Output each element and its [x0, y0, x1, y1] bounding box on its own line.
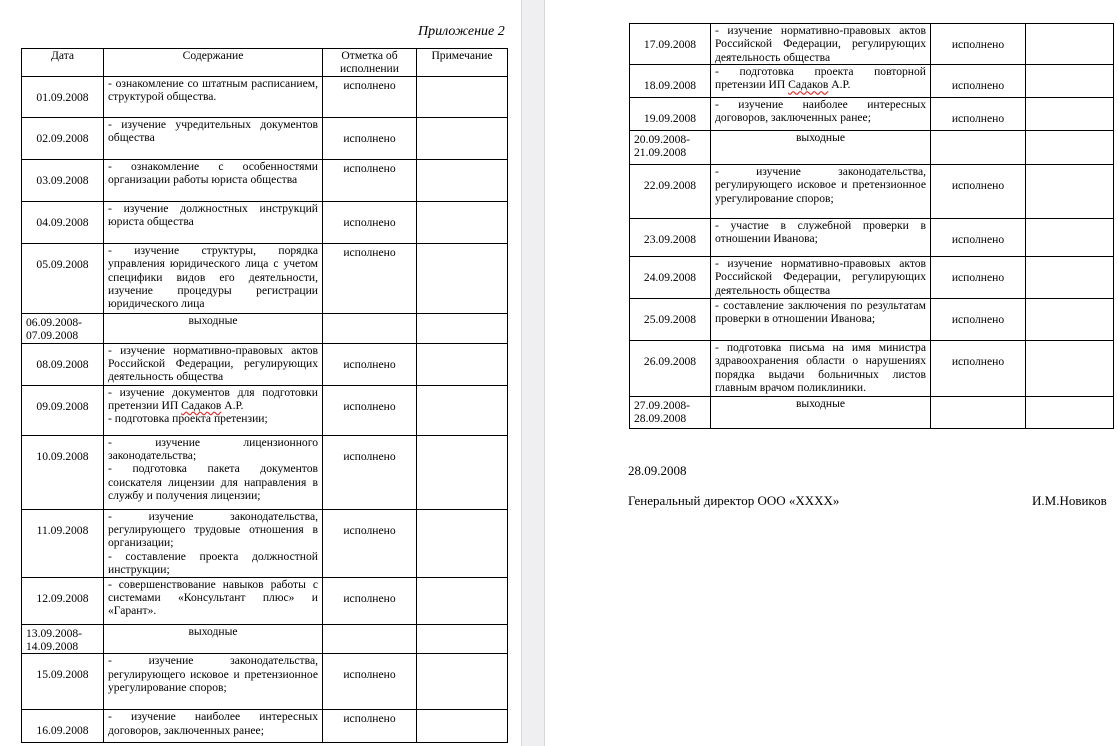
note-cell	[417, 624, 508, 654]
note-cell	[417, 654, 508, 710]
content-line: - изучение наиболее интересных договоров, заключенных ранее;	[108, 710, 318, 737]
content-line: - изучение законодательства, регулирующего исковое и претензионное урегулирование споров;	[108, 654, 318, 694]
table-row	[630, 299, 1114, 341]
table-header-row	[22, 49, 508, 77]
content-line: - составление заключения по результатам проверки в отношении Иванова;	[715, 299, 926, 326]
date-cell: 09.09.2008	[22, 385, 104, 435]
status-cell: исполнено	[931, 65, 1026, 98]
signature-date: 28.09.2008	[628, 463, 687, 478]
content-line: - участие в служебной проверки в отношении Иванова;	[715, 219, 926, 246]
table-row	[630, 397, 1114, 429]
header-mark: Отметка об исполнении	[323, 49, 417, 77]
table-row	[22, 314, 508, 344]
content-line: - подготовка пакета документов соискателя лицензии для направления в службу и получения лицензии;	[108, 462, 318, 502]
date-cell: 12.09.2008	[22, 577, 104, 624]
date-cell: 13.09.2008-14.09.2008	[22, 624, 104, 654]
table-row	[630, 219, 1114, 257]
weekend-cell	[711, 397, 931, 429]
content-cell	[711, 165, 931, 219]
header-date: Дата	[22, 49, 104, 77]
content-cell	[104, 244, 323, 314]
status-cell	[931, 397, 1026, 429]
date-cell: 11.09.2008	[22, 509, 104, 577]
date-cell: 27.09.2008-28.09.2008	[630, 397, 711, 429]
date-cell: 03.09.2008	[22, 160, 104, 202]
status-cell: исполнено	[323, 577, 417, 624]
content-line: - изучение нормативно-правовых актов Российской Федерации, регулирующих деятельность общества	[108, 343, 318, 384]
content-cell	[104, 654, 323, 710]
table-row	[22, 435, 508, 509]
date-cell: 02.09.2008	[22, 118, 104, 160]
date-cell: 17.09.2008	[630, 24, 711, 65]
status-cell: исполнено	[931, 219, 1026, 257]
content-line: выходные	[188, 314, 238, 327]
table-row	[630, 257, 1114, 299]
note-cell	[1026, 397, 1114, 429]
content-line: - подготовка проекта претензии;	[108, 412, 268, 426]
content-cell	[104, 118, 323, 160]
content-cell	[104, 385, 323, 435]
table-row	[630, 131, 1114, 165]
date-cell: 08.09.2008	[22, 343, 104, 385]
content-line: выходные	[795, 131, 846, 144]
note-cell	[417, 435, 508, 509]
content-line: - изучение наиболее интересных договоров, заключенных ранее;	[715, 98, 926, 125]
note-cell	[417, 710, 508, 743]
content-cell	[104, 435, 323, 509]
header-note: Примечание	[417, 49, 508, 77]
table-row	[22, 624, 508, 654]
date-cell: 10.09.2008	[22, 435, 104, 509]
content-cell	[104, 577, 323, 624]
table-row	[630, 65, 1114, 98]
status-cell: исполнено	[323, 202, 417, 244]
content-cell	[104, 710, 323, 743]
note-cell	[417, 160, 508, 202]
status-cell: исполнено	[323, 77, 417, 118]
note-cell	[417, 509, 508, 577]
content-line: - изучение структуры, порядка управления юридического лица с учетом специфики видов его деятельности, изучение процедуры регистрации юридического лица	[108, 244, 318, 311]
content-line: - изучение документов для подготовки претензии ИП Садаков А.Р.	[108, 385, 318, 412]
status-cell: исполнено	[323, 710, 417, 743]
date-cell: 01.09.2008	[22, 77, 104, 118]
header-content: Содержание	[104, 49, 323, 77]
status-cell: исполнено	[323, 343, 417, 385]
note-cell	[417, 577, 508, 624]
status-cell: исполнено	[931, 299, 1026, 341]
content-line: - изучение законодательства, регулирующего исковое и претензионное урегулирование споров;	[715, 165, 926, 205]
table-row	[22, 385, 508, 435]
content-line: - ознакомление со штатным расписанием, структурой общества.	[108, 77, 318, 104]
table-row	[630, 341, 1114, 397]
weekend-cell	[711, 131, 931, 165]
content-cell	[104, 343, 323, 385]
table-row	[22, 509, 508, 577]
note-cell	[1026, 341, 1114, 397]
note-cell	[1026, 24, 1114, 65]
table-row	[630, 165, 1114, 219]
date-cell: 05.09.2008	[22, 244, 104, 314]
content-line: выходные	[188, 624, 238, 638]
table-row	[22, 202, 508, 244]
page-gap	[521, 0, 545, 746]
table-row	[22, 710, 508, 743]
date-cell: 20.09.2008-21.09.2008	[630, 131, 711, 165]
note-cell	[1026, 299, 1114, 341]
date-cell: 06.09.2008-07.09.2008	[22, 314, 104, 344]
page-1	[0, 0, 521, 746]
content-cell	[711, 341, 931, 397]
date-cell: 18.09.2008	[630, 65, 711, 98]
note-cell	[1026, 65, 1114, 98]
status-cell: исполнено	[323, 244, 417, 314]
table-row	[22, 77, 508, 118]
signature-name: И.М.Новиков	[1032, 493, 1107, 508]
date-cell: 15.09.2008	[22, 654, 104, 710]
content-cell	[104, 160, 323, 202]
weekend-cell	[104, 314, 323, 344]
content-cell	[104, 509, 323, 577]
date-cell: 22.09.2008	[630, 165, 711, 219]
date-cell: 19.09.2008	[630, 98, 711, 131]
status-cell: исполнено	[323, 435, 417, 509]
status-cell: исполнено	[931, 257, 1026, 299]
content-line: - совершенствование навыков работы с системами «Консультант плюс» и «Гарант».	[108, 577, 318, 618]
content-line: - изучение нормативно-правовых актов Российской Федерации, регулирующих деятельность общества	[715, 257, 926, 297]
content-cell	[711, 98, 931, 131]
status-cell	[323, 624, 417, 654]
note-cell	[417, 343, 508, 385]
content-cell	[104, 202, 323, 244]
page-2	[545, 0, 1118, 746]
content-line: - составление проекта должностной инструкции;	[108, 549, 318, 576]
date-cell: 23.09.2008	[630, 219, 711, 257]
content-line: - подготовка проекта повторной претензии ИП Садаков А.Р.	[715, 65, 926, 92]
note-cell	[417, 118, 508, 160]
status-cell: исполнено	[323, 118, 417, 160]
note-cell	[417, 314, 508, 344]
status-cell: исполнено	[323, 654, 417, 710]
weekend-cell	[104, 624, 323, 654]
content-line: - изучение должностных инструкций юриста общества	[108, 202, 318, 229]
status-cell: исполнено	[323, 160, 417, 202]
table-row	[22, 160, 508, 202]
note-cell	[417, 77, 508, 118]
schedule-table-page-2	[629, 23, 1114, 429]
table-row	[22, 343, 508, 385]
content-line: - изучение учредительных документов общества	[108, 118, 318, 145]
signature-position: Генеральный директор ООО «XXXX»	[628, 493, 840, 508]
note-cell	[417, 244, 508, 314]
schedule-table-page-1	[21, 48, 508, 743]
content-cell	[711, 299, 931, 341]
table-row	[22, 118, 508, 160]
date-cell: 24.09.2008	[630, 257, 711, 299]
content-cell	[711, 219, 931, 257]
date-cell: 04.09.2008	[22, 202, 104, 244]
table-row	[630, 98, 1114, 131]
content-cell	[711, 257, 931, 299]
status-cell	[931, 131, 1026, 165]
table-row	[630, 24, 1114, 65]
content-cell	[711, 65, 931, 98]
note-cell	[1026, 165, 1114, 219]
date-cell: 25.09.2008	[630, 299, 711, 341]
content-line: - изучение законодательства, регулирующего трудовые отношения в организации;	[108, 509, 318, 550]
note-cell	[417, 385, 508, 435]
content-line: - изучение нормативно-правовых актов Российской Федерации, регулирующих деятельность общества	[715, 24, 926, 64]
table-row	[22, 577, 508, 624]
status-cell	[323, 314, 417, 344]
status-cell: исполнено	[931, 24, 1026, 65]
content-line: - подготовка письма на имя министра здравоохранения области о нарушениях порядка выдачи больничных листов главным врачом поликлиники.	[715, 341, 926, 394]
note-cell	[1026, 219, 1114, 257]
status-cell: исполнено	[931, 341, 1026, 397]
table-row	[22, 244, 508, 314]
status-cell: исполнено	[323, 509, 417, 577]
content-line: выходные	[795, 397, 846, 410]
content-cell	[711, 24, 931, 65]
appendix-label: Приложение 2	[418, 24, 505, 39]
status-cell: исполнено	[931, 98, 1026, 131]
note-cell	[1026, 257, 1114, 299]
table-row	[22, 654, 508, 710]
date-cell: 26.09.2008	[630, 341, 711, 397]
date-cell: 16.09.2008	[22, 710, 104, 743]
note-cell	[417, 202, 508, 244]
content-line: - ознакомление с особенностями организации работы юриста общества	[108, 160, 318, 187]
content-cell	[104, 77, 323, 118]
note-cell	[1026, 131, 1114, 165]
status-cell: исполнено	[323, 385, 417, 435]
note-cell	[1026, 98, 1114, 131]
status-cell: исполнено	[931, 165, 1026, 219]
content-line: - изучение лицензионного законодательства;	[108, 435, 318, 462]
